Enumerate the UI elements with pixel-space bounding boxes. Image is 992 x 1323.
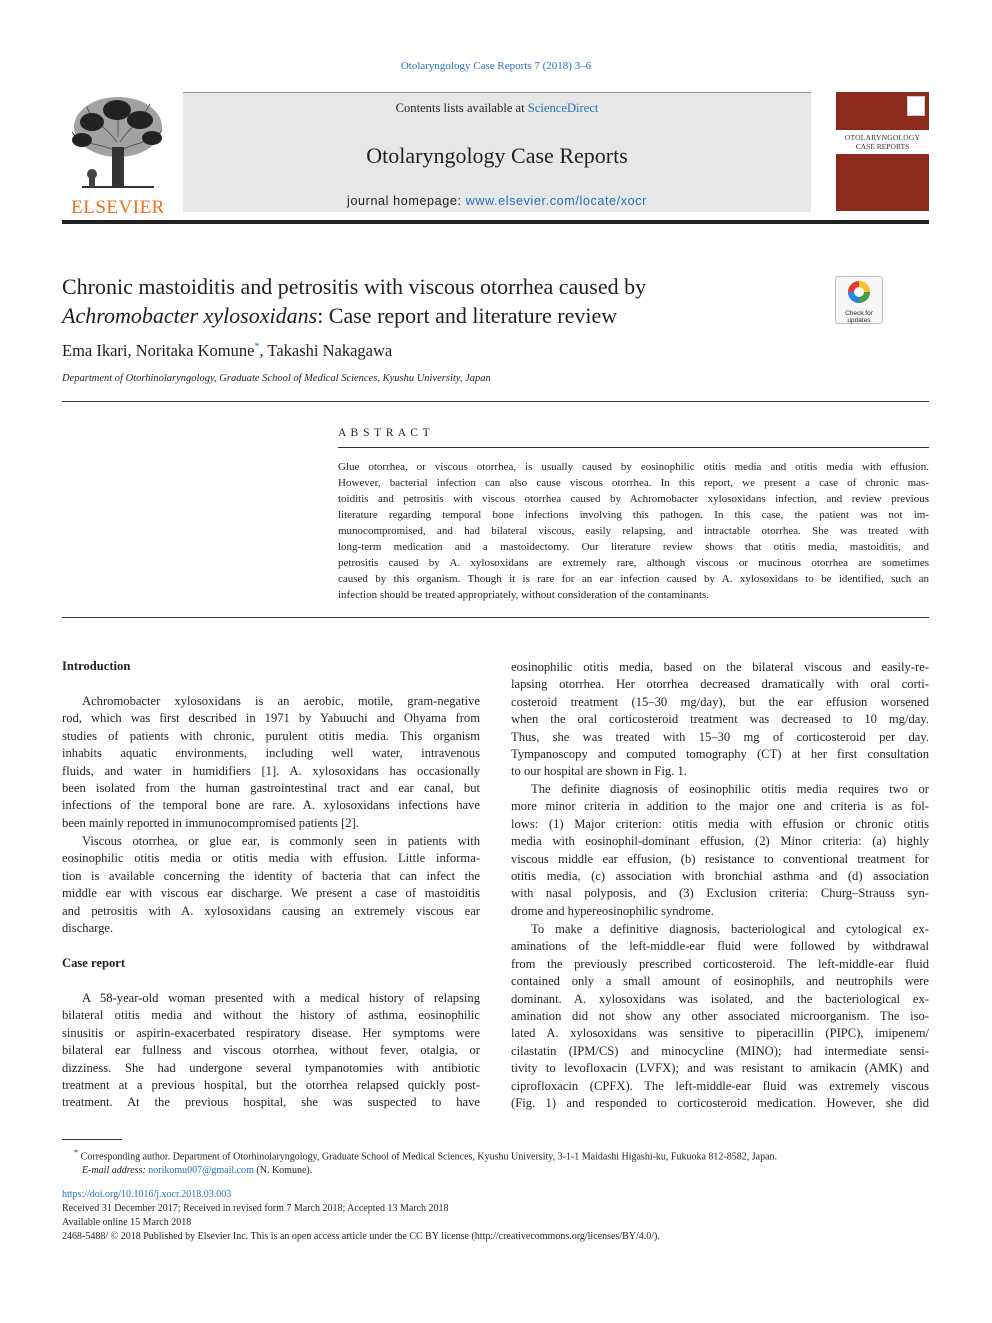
affiliation-rule xyxy=(62,401,929,402)
text-line: infections of the temporal bone are rare. A. xylosoxidans infections have xyxy=(62,798,480,813)
license-line: 2468-5488/ © 2018 Published by Elsevier Inc. This is an open access article under the CC BY license (http://creativecommons.org/licenses/BY/4.0/). xyxy=(62,1231,660,1242)
text-line: fluids, and water in humidifiers [1]. A. xylosoxidans has occasionally xyxy=(62,763,480,778)
journal-title: Otolaryngology Case Reports xyxy=(366,143,628,168)
text-line: inhabits aquatic environments, including well water, intravenous xyxy=(62,746,480,761)
corresponding-marker[interactable]: * xyxy=(254,341,260,353)
header-rule xyxy=(62,220,929,224)
email-line: E-mail address: norikomu007@gmail.com (N. Komune). xyxy=(82,1165,313,1177)
abstract-line: caused by this organism. Though it is rare for an ear infection caused by A. xylosoxidans to be identified, such an xyxy=(338,573,929,585)
article-metadata xyxy=(62,1188,929,1244)
check-updates-label2: updates xyxy=(847,317,871,324)
elsevier-logo[interactable] xyxy=(62,92,174,218)
text-line: from the previously prescribed corticosteroid. The left-middle-ear fluid xyxy=(511,956,929,971)
cover-title-line2: CASE REPORTS xyxy=(855,142,910,151)
text-line: been mainly reported in immunocompromised patients [2]. xyxy=(62,815,359,830)
text-line: viscous middle ear effusion, (b) resistance to conventional treatment for xyxy=(511,851,929,866)
corresponding-footnote xyxy=(62,1146,929,1178)
text-line: amination did not show any other associated microorganism. The iso- xyxy=(511,1009,929,1024)
abstract-heading: A B S T R A C T xyxy=(338,427,431,439)
case-paragraph-4 xyxy=(511,921,929,1112)
abstract-heading-rule xyxy=(338,447,929,448)
abstract-line: However, bacterial infection can also cause viscous otorrhea. In this report, we present a case of chronic mas- xyxy=(338,477,929,489)
text-line: Viscous otorrhea, or glue ear, is commonly seen in patients with xyxy=(82,834,480,848)
text-line: aminations of the left-middle-ear fluid were followed by withdrawal xyxy=(511,939,929,954)
text-line: been isolated from the human gastrointestinal tract and ear canal, but xyxy=(62,781,480,796)
title-organism: Achromobacter xylosoxidans xyxy=(62,303,318,328)
text-line: and petrositis with A. xylosoxidans causing an extremely viscous ear xyxy=(62,903,480,918)
homepage-line: journal homepage: www.elsevier.com/locate/xocr xyxy=(347,194,647,208)
text-line: cilastatin (IPM/CS) and minocycline (MINO); had intermediate sensi- xyxy=(511,1043,929,1058)
text-line: lapsing otorrhea. Her otorrhea decreased dramatically with oral corti- xyxy=(511,677,929,692)
text-line: rod, which was first described in 1971 by Yabuuchi and Ohyama from xyxy=(62,711,480,726)
homepage-link[interactable]: www.elsevier.com/locate/xocr xyxy=(465,194,647,208)
publisher-name: ELSEVIER xyxy=(71,197,165,218)
abstract-line: Glue otorrhea, or viscous otorrhea, is usually caused by eosinophilic otitis media and otitis media with effusion. xyxy=(338,461,929,473)
text-line: middle ear with viscous ear discharge. We present a case of mastoiditis xyxy=(62,886,480,901)
text-line: eosinophilic otitis media, based on the bilateral viscous and easily-re- xyxy=(511,660,929,674)
received-dates: Received 31 December 2017; Received in revised form 7 March 2018; Accepted 13 March 2018 xyxy=(62,1203,449,1214)
cover-title-line1: OTOLARYNGOLOGY xyxy=(844,133,921,142)
article-title xyxy=(62,272,822,330)
text-line: more minor criteria in addition to the major one and criteria is as fol- xyxy=(511,799,929,814)
case-paragraph-3 xyxy=(511,781,929,920)
text-line: treatment at a previous hospital, but the otorrhea relapsed quickly post- xyxy=(62,1078,480,1093)
affiliation: Department of Otorhinolaryngology, Graduate School of Medical Sciences, Kyushu University, Japan xyxy=(62,373,491,384)
journal-cover[interactable] xyxy=(836,92,929,211)
text-line: ciprofloxacin (CPFX). The left-middle-ear fluid was extremely viscous xyxy=(511,1078,929,1093)
abstract-line: long-term medication and a mastoidectomy. Our literature review shows that otitis media, mastoiditis, and xyxy=(338,541,929,553)
text-line: dizziness. She had undergone several tympanotomies with antibiotic xyxy=(62,1060,480,1075)
text-line: bilateral otitis media and without the history of asthma, eosinophilic xyxy=(62,1008,480,1023)
text-line: eosinophilic otitis media or otitis media with effusion. Little informa- xyxy=(62,851,480,866)
text-line: drome and hypereosinophilic syndrome. xyxy=(511,903,714,918)
journal-citation[interactable]: Otolaryngology Case Reports 7 (2018) 3–6 xyxy=(400,60,592,72)
text-line: when the oral corticosteroid treatment was decreased to 10 mg/day. xyxy=(511,712,929,727)
text-line: bilateral ear fullness and viscous otorrhea, without fever, otalgia, or xyxy=(62,1043,480,1058)
text-line: lows: (1) Major criterion: otitis media with effusion or chronic otitis xyxy=(511,816,929,831)
text-line: lated A. xylosoxidans was sensitive to piperacillin (PIPC), imipenem/ xyxy=(511,1026,929,1041)
text-line: Achromobacter xylosoxidans is an aerobic, motile, gram-negative xyxy=(82,694,480,708)
intro-paragraph-1 xyxy=(62,693,480,832)
text-line: tivity to levofloxacin (LVFX); and was resistant to amikacin (AMK) and xyxy=(511,1061,929,1076)
case-paragraph-2 xyxy=(511,659,929,781)
text-line: media with eosinophil-dominant effusion, (2) Minor criteria: (a) highly xyxy=(511,834,929,849)
abstract-line: toiditis and petrositis with viscous otorrhea caused by Achromobacter xylosoxidans infection, and review previous xyxy=(338,493,929,505)
text-line: studies of patients with chronic, purulent otitis media. This organism xyxy=(62,728,480,743)
introduction-heading: Introduction xyxy=(62,659,131,673)
text-line: to our hospital are shown in Fig. 1. xyxy=(511,764,687,779)
case-report-heading: Case report xyxy=(62,956,126,970)
contents-line: Contents lists available at ScienceDirect xyxy=(395,101,599,115)
case-paragraph-1 xyxy=(62,990,480,1112)
doi-link[interactable]: https://doi.org/10.1016/j.xocr.2018.03.003 xyxy=(62,1189,232,1200)
text-line: (Fig. 1) and responded to corticosteroid medication. However, she did xyxy=(511,1096,929,1111)
text-line: otitis media, (c) association with bronchial asthma and (d) association xyxy=(511,869,929,884)
text-line: Tympanoscopy and computed tomography (CT) at her first consultation xyxy=(511,747,929,762)
text-line: costeroid treatment (15–30 mg/day), but the ear effusion worsened xyxy=(511,694,929,709)
text-line: tion is available concerning the identity of bacteria that can infect the xyxy=(62,868,480,883)
text-line: A 58-year-old woman presented with a medical history of relapsing xyxy=(82,991,480,1005)
text-line: with nasal polyposis, and (3) Exclusion criteria: Churg–Strauss syn- xyxy=(511,886,929,901)
title-line1: Chronic mastoiditis and petrositis with viscous otorrhea caused by xyxy=(62,274,647,299)
text-line: sinusitis or aspirin-exacerbated respiratory disease. Her symptoms were xyxy=(62,1025,480,1040)
intro-paragraph-2 xyxy=(62,833,480,937)
elsevier-tree-icon xyxy=(62,92,174,192)
text-line: treatment. At the previous hospital, she was suspected to have xyxy=(62,1095,480,1110)
text-line: contained only a small amount of eosinophils, and neutrophils were xyxy=(511,974,929,989)
abstract-line: petrositis caused by A. xylosoxidans are extremely rare, although viscous or mucinous otorrhea are sometimes xyxy=(338,557,929,569)
text-line: discharge. xyxy=(62,921,114,936)
abstract-line: munocompromised, and had bilateral viscous, easily relapsing, and intractable otorrhea. She was treated with xyxy=(338,525,929,537)
check-for-updates-badge[interactable] xyxy=(835,276,883,324)
available-online: Available online 15 March 2018 xyxy=(62,1217,192,1228)
footnote-rule xyxy=(62,1139,122,1140)
abstract-rule xyxy=(62,617,929,618)
text-line: The definite diagnosis of eosinophilic otitis media requires two or xyxy=(531,782,929,796)
check-updates-label1: Check for xyxy=(845,310,873,317)
abstract-line: literature regarding temporal bone infections involving this pathogen. In this case, the patient was not im- xyxy=(338,509,929,521)
abstract-line: infection should be treated appropriately, without consideration of the contaminants. xyxy=(338,589,710,601)
text-line: To make a definitive diagnosis, bacteriological and cytological ex- xyxy=(531,922,929,936)
corresponding-author: * Corresponding author. Department of Otorhinolaryngology, Graduate School of Medical Sciences, Kyushu University, 3-1-1 Maidashi Higashi-ku, Fukuoka 812-8582, Japan. xyxy=(74,1148,778,1163)
sciencedirect-link[interactable]: ScienceDirect xyxy=(527,101,599,115)
text-line: dominant. A. xylosoxidans was isolated, and the bacteriological ex- xyxy=(511,991,929,1006)
journal-banner xyxy=(183,92,811,212)
cover-barcode-icon xyxy=(907,96,925,116)
cover-panel xyxy=(836,130,929,154)
authors: Ema Ikari, Noritaka Komune*, Takashi Nakagawa xyxy=(62,341,393,360)
title-line2: Achromobacter xylosoxidans: Case report and literature review xyxy=(62,303,618,328)
abstract-text xyxy=(338,459,929,603)
email-link[interactable]: norikomu007@gmail.com xyxy=(148,1165,254,1177)
text-line: Thus, she was treated with 15–30 mg of corticosteroid per day. xyxy=(511,729,929,744)
check-updates-icon xyxy=(846,279,872,305)
